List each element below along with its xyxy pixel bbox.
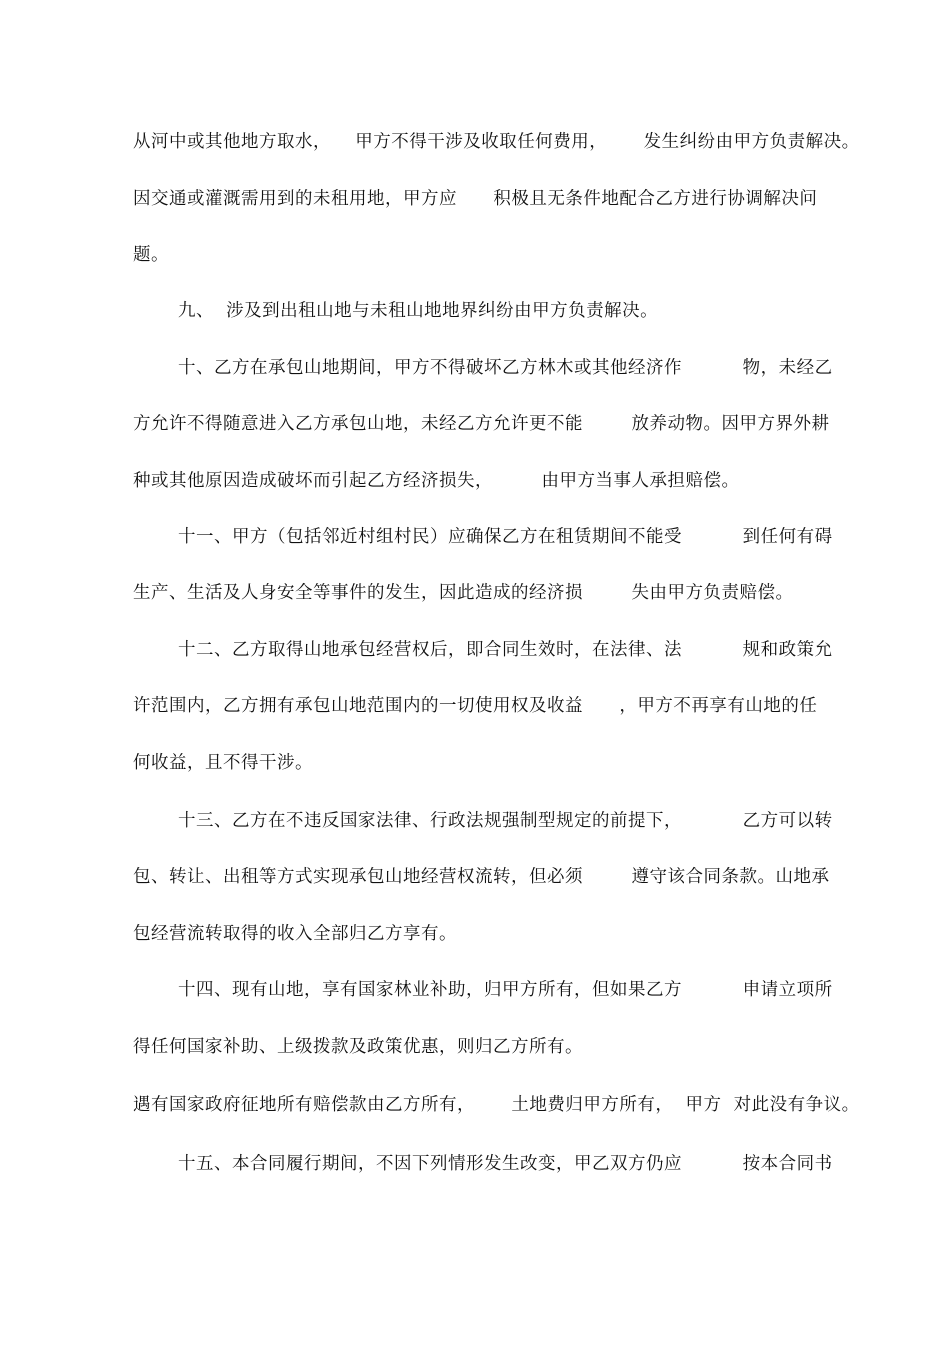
text-line: 何收益，且不得干涉。 (133, 753, 313, 773)
text-line: 许范围内，乙方拥有承包山地范围内的一切使用权及收益 ，甲方不再享有山地的任 (133, 696, 818, 716)
text-line: 得任何国家补助、上级拨款及政策优惠，则归乙方所有。 (133, 1037, 583, 1057)
text-line: 遇有国家政府征地所有赔偿款由乙方所有， 土地费归甲方所有， 甲方 对此没有争议。 (133, 1095, 860, 1115)
text-line: 从河中或其他地方取水， 甲方不得干涉及收取任何费用， 发生纠纷由甲方负责解决。 (133, 132, 860, 152)
clause-9: 九、 涉及到出租山地与未租山地地界纠纷由甲方负责解决。 (178, 301, 659, 321)
text-line: 生产、生活及人身安全等事件的发生，因此造成的经济损 失由甲方负责赔偿。 (133, 583, 794, 603)
clause-12: 十二、乙方取得山地承包经营权后，即合同生效时，在法律、法 规和政策允 (178, 640, 833, 660)
clause-10: 十、乙方在承包山地期间，甲方不得破坏乙方林木或其他经济作 物，未经乙 (178, 358, 833, 378)
clause-15: 十五、本合同履行期间，不因下列情形发生改变，甲乙双方仍应 按本合同书 (178, 1154, 833, 1174)
text-line: 因交通或灌溉需用到的未租用地，甲方应 积极且无条件地配合乙方进行协调解决问 (133, 189, 818, 209)
text-line: 方允许不得随意进入乙方承包山地，未经乙方允许更不能 放养动物。因甲方界外耕 (133, 414, 830, 434)
clause-13: 十三、乙方在不违反国家法律、行政法规强制型规定的前提下， 乙方可以转 (178, 811, 833, 831)
text-line: 题。 (133, 245, 169, 265)
text-line: 包、转让、出租等方式实现承包山地经营权流转，但必须 遵守该合同条款。山地承 (133, 867, 830, 887)
text-line: 种或其他原因造成破坏而引起乙方经济损失， 由甲方当事人承担赔偿。 (133, 471, 740, 491)
clause-11: 十一、甲方（包括邻近村组村民）应确保乙方在租赁期间不能受 到任何有碍 (178, 527, 833, 547)
text-line: 包经营流转取得的收入全部归乙方享有。 (133, 924, 457, 944)
clause-14: 十四、现有山地，享有国家林业补助，归甲方所有，但如果乙方 申请立项所 (178, 980, 833, 1000)
